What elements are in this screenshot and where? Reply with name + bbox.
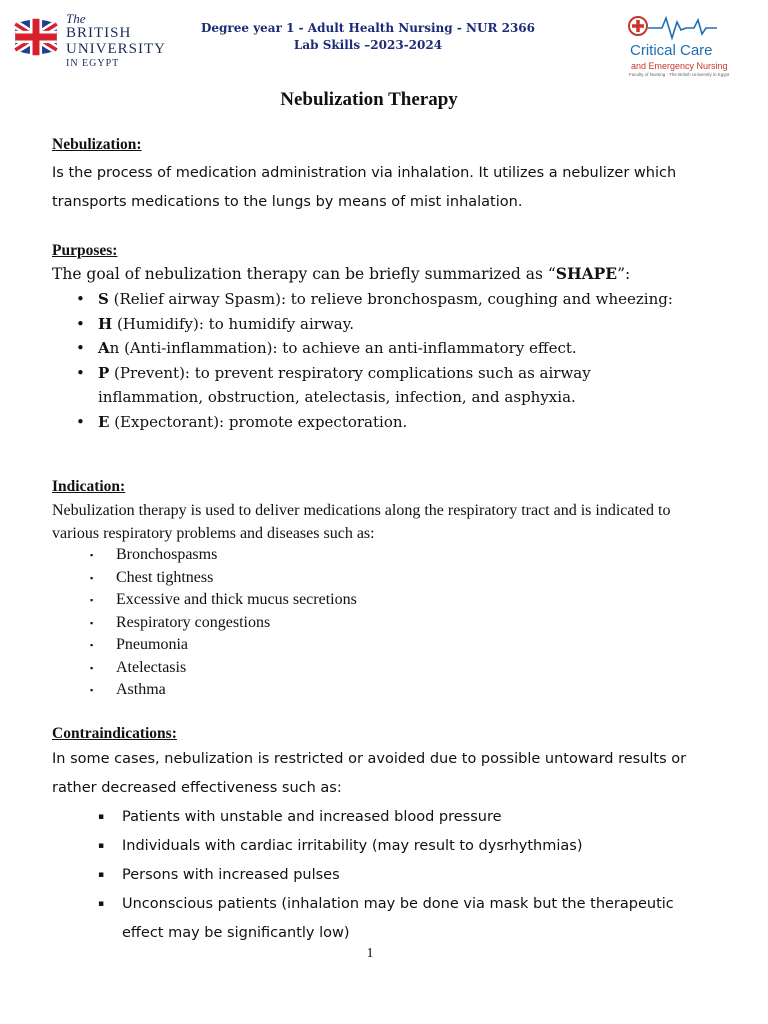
list-item: ▪ Atelectasis [90,657,590,680]
purpose-letter: S [98,290,109,308]
critical-care-logo [622,12,742,82]
nebulization-text: Is the process of medication administration via inhalation. It utilizes a nebulizer which transports medications to the lungs by means of mist inhalation. [52,165,677,210]
list-item: ▪ Asthma [90,679,590,702]
lab-line: Lab Skills –2023-2024 [293,38,443,52]
list-item: ▪ Chest tightness [90,567,590,590]
purpose-text: (Relief airway Spasm): to relieve bronchospasm, coughing and wheezing: [108,290,673,308]
bue-logo [10,12,180,67]
list-item: ▪ Unconscious patients (inhalation may be done via mask but the therapeutic effect may be significantly low) [98,890,698,948]
page-number: 1 [366,946,374,961]
list-item [76,336,676,361]
bue-logo-the: The [66,11,86,26]
list-item: ▪ Respiratory congestions [90,612,590,635]
list-item: ▪ Individuals with cardiac irritability (may result to dysrhythmias) [98,832,698,861]
list-item [76,287,676,312]
purpose-letter: E [98,412,110,431]
bue-logo-line2: UNIVERSITY [66,41,166,57]
list-item: ▪ Excessive and thick mucus secretions [90,589,590,612]
list-item: ▪ Persons with increased pulses [98,861,698,890]
indication-heading: Indication: [52,478,126,495]
heartbeat-cross-icon [622,12,722,42]
purposes-intro-after: ”: [617,265,631,283]
contraindications-heading: Contraindications: [52,725,177,742]
purpose-text: n (Anti-inflammation): to achieve an anti-inflammatory effect. [109,339,577,357]
purpose-letter: H [98,314,113,333]
course-line: Degree year 1 - Adult Health Nursing - NUR 2366 [201,21,535,35]
purpose-text: (Humidify): to humidify airway. [112,314,354,333]
contraindications-list [98,803,698,948]
purpose-text: (Expectorant): promote expectoration. [109,412,408,431]
critical-care-title: Critical Care [630,42,713,59]
purposes-intro-shape: SHAPE [555,264,618,283]
purpose-text: (Prevent): to prevent respiratory complications such as airway inflammation, obstruction, atelectasis, infection, and asphyxia. [98,363,591,406]
list-item: ▪ Bronchospasms [90,544,590,567]
bue-logo-line3: IN EGYPT [66,58,120,69]
indication-text: Nebulization therapy is used to deliver medications along the respiratory tract and is indicated to various respiratory problems and diseases such as: [52,502,671,542]
critical-care-subtitle: and Emergency Nursing [631,61,728,71]
bue-logo-line1: BRITISH [66,25,132,41]
purpose-letter: A [98,339,110,357]
header-course-info [200,20,536,54]
purpose-letter: P [98,363,110,382]
purposes-intro [52,262,712,286]
list-item: ▪ Patients with unstable and increased blood pressure [98,803,698,832]
purposes-intro-before: The goal of nebulization therapy can be briefly summarized as “ [52,265,556,283]
contraindications-text: In some cases, nebulization is restricted or avoided due to possible untoward results or rather decreased effectiveness such as: [52,751,687,796]
purposes-heading: Purposes: [52,242,118,259]
list-item [76,312,676,337]
indication-list [90,544,590,702]
critical-care-faculty: Faculty of Nursing · The British University in Egypt [629,72,730,77]
purposes-list [76,287,676,434]
list-item [76,410,676,435]
bue-logo-text [66,12,166,69]
page-title: Nebulization Therapy [280,89,458,110]
union-flag-icon [10,12,62,62]
nebulization-heading: Nebulization: [52,136,142,153]
list-item: ▪ Pneumonia [90,634,590,657]
list-item [76,361,676,410]
